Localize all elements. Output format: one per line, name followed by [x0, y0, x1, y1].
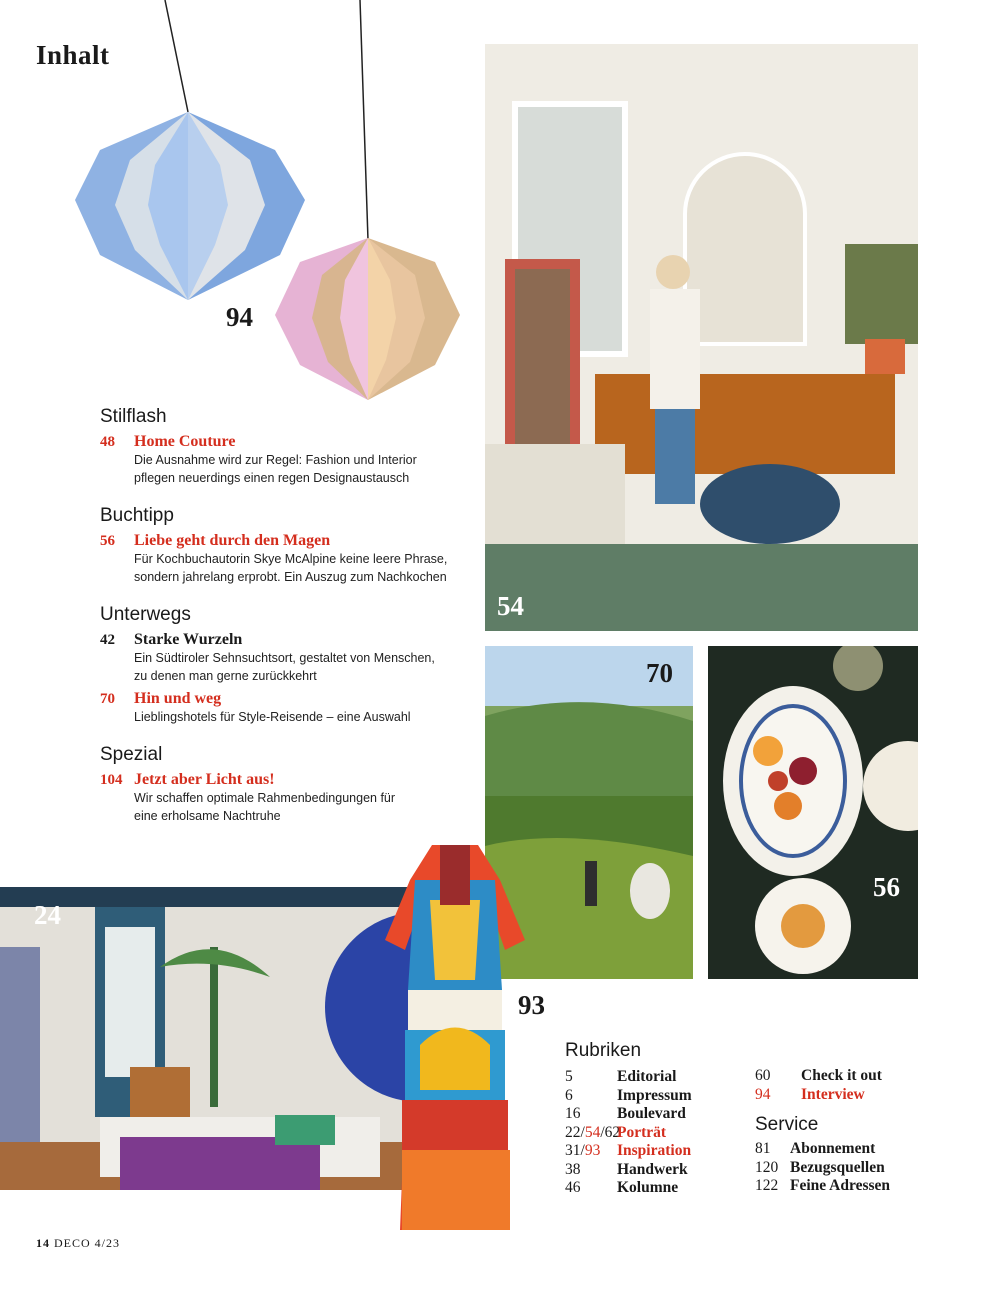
toc-desc-1: Lieblingshotels für Style-Reisende – eine Auswahl [134, 710, 411, 724]
rubrik-label: Boulevard [617, 1105, 686, 1122]
toc-title: Jetzt aber Licht aus! [134, 771, 275, 788]
rubrik-page: 5 [565, 1068, 573, 1085]
page-footer [36, 1236, 120, 1251]
pendant-lamps-image [60, 0, 480, 410]
footer-magazine: DECO 4/23 [54, 1236, 120, 1250]
rubrik-page-part-highlight: 54 [584, 1123, 601, 1141]
rubrik-label: Porträt [617, 1123, 667, 1141]
toc-page: 48 [100, 434, 115, 450]
rubrik-page: 46 [565, 1179, 581, 1196]
service-label: Bezugsquellen [790, 1158, 885, 1176]
rubrik-label: Handwerk [617, 1160, 688, 1178]
service-list [755, 1114, 975, 1196]
toc-desc-1: Wir schaffen optimale Rahmenbedingungen für [134, 791, 396, 805]
toc-page: 104 [100, 772, 123, 788]
food-page-number: 56 [873, 872, 900, 902]
toc-page: 56 [100, 533, 115, 549]
rubrik-page: 6 [565, 1086, 573, 1104]
rubrik-page-part: /62 [600, 1123, 621, 1141]
section-spezial [100, 744, 480, 825]
rubrik-label: Inspiration [617, 1142, 692, 1159]
section-buchtipp [100, 505, 480, 586]
toc-entry[interactable] [100, 433, 480, 487]
toc-entry[interactable] [100, 532, 480, 586]
toc-title: Liebe geht durch den Magen [134, 532, 331, 549]
toc-page: 70 [100, 691, 115, 707]
section-heading: Spezial [100, 744, 163, 765]
food-photo [708, 646, 918, 979]
rubriken-list [565, 1040, 755, 1198]
rubrik-page: 60 [755, 1067, 771, 1084]
rubrik-item[interactable] [565, 1068, 755, 1087]
rubrik-page [565, 1123, 621, 1143]
pink-lamp-icon [275, 238, 460, 400]
toc-desc-1: Die Ausnahme wird zur Regel: Fashion und Interior [134, 453, 417, 467]
toc-desc-2: eine erholsame Nachtruhe [134, 809, 281, 823]
toc-page: 42 [100, 632, 115, 648]
service-item[interactable] [755, 1177, 975, 1196]
rubrik-page: 94 [755, 1085, 771, 1103]
rubrik-item[interactable] [565, 1087, 755, 1106]
footer-page-number: 14 [36, 1236, 50, 1250]
bedroom-photo [0, 887, 440, 1190]
blue-lamp-icon [75, 112, 305, 300]
rubrik-item[interactable] [565, 1105, 755, 1124]
service-item[interactable] [755, 1140, 975, 1159]
landscape-page-number: 70 [646, 658, 673, 688]
page-title: Inhalt [36, 40, 110, 70]
section-unterwegs [100, 604, 480, 726]
toc-desc-1: Für Kochbuchautorin Skye McAlpine keine leere Phrase, [134, 552, 448, 566]
service-page: 81 [755, 1140, 771, 1157]
living-room-page-number: 54 [497, 591, 524, 621]
rubrik-page: 38 [565, 1160, 581, 1178]
section-heading: Unterwegs [100, 604, 191, 625]
rubrik-page: 16 [565, 1105, 581, 1122]
service-page: 122 [755, 1177, 779, 1194]
service-label: Abonnement [790, 1140, 876, 1157]
toc-entry[interactable] [100, 771, 480, 825]
service-page: 120 [755, 1158, 779, 1176]
bedroom-page-number: 24 [34, 900, 61, 930]
service-item[interactable] [755, 1159, 975, 1178]
rubrik-page-part: 31/ [565, 1142, 585, 1159]
rubrik-label: Kolumne [617, 1179, 679, 1196]
rubrik-label: Check it out [801, 1067, 882, 1084]
dress-image [380, 840, 530, 1235]
toc-title: Home Couture [134, 433, 236, 450]
rubrik-item[interactable] [755, 1086, 955, 1105]
toc-title: Hin und weg [134, 690, 222, 707]
dress-page-number: 93 [518, 990, 545, 1020]
rubrik-label: Editorial [617, 1068, 677, 1085]
toc-desc-2: zu denen man gerne zurückkehrt [134, 669, 317, 683]
rubrik-label: Impressum [617, 1086, 692, 1104]
rubrik-item[interactable] [755, 1067, 955, 1086]
toc-desc-2: sondern jahrelang erprobt. Ein Auszug zum Nachkochen [134, 570, 447, 584]
section-stilflash [100, 406, 480, 487]
toc-entry[interactable] [100, 631, 480, 685]
service-heading: Service [755, 1114, 819, 1135]
rubrik-item[interactable] [565, 1161, 755, 1180]
rubrik-page-part: 22/ [565, 1123, 585, 1141]
rubrik-item[interactable] [565, 1179, 755, 1198]
living-room-photo [485, 44, 918, 631]
rubrik-item[interactable] [565, 1142, 755, 1161]
rubriken-heading: Rubriken [565, 1040, 642, 1061]
rubrik-item[interactable] [565, 1124, 755, 1143]
section-heading: Buchtipp [100, 505, 174, 526]
toc-desc-1: Ein Südtiroler Sehnsuchtsort, gestaltet von Menschen, [134, 651, 435, 665]
rubrik-page [565, 1142, 617, 1161]
rubriken-list-right [755, 1067, 955, 1104]
toc-desc-2: pflegen neuerdings einen regen Designaustausch [134, 471, 410, 485]
lamps-page-number: 94 [226, 302, 253, 332]
section-heading: Stilflash [100, 406, 167, 427]
toc-entry[interactable] [100, 690, 480, 726]
toc-title: Starke Wurzeln [134, 631, 243, 648]
rubrik-label: Interview [801, 1085, 865, 1103]
rubrik-page-part-highlight: 93 [584, 1142, 601, 1159]
service-label: Feine Adressen [790, 1177, 891, 1194]
